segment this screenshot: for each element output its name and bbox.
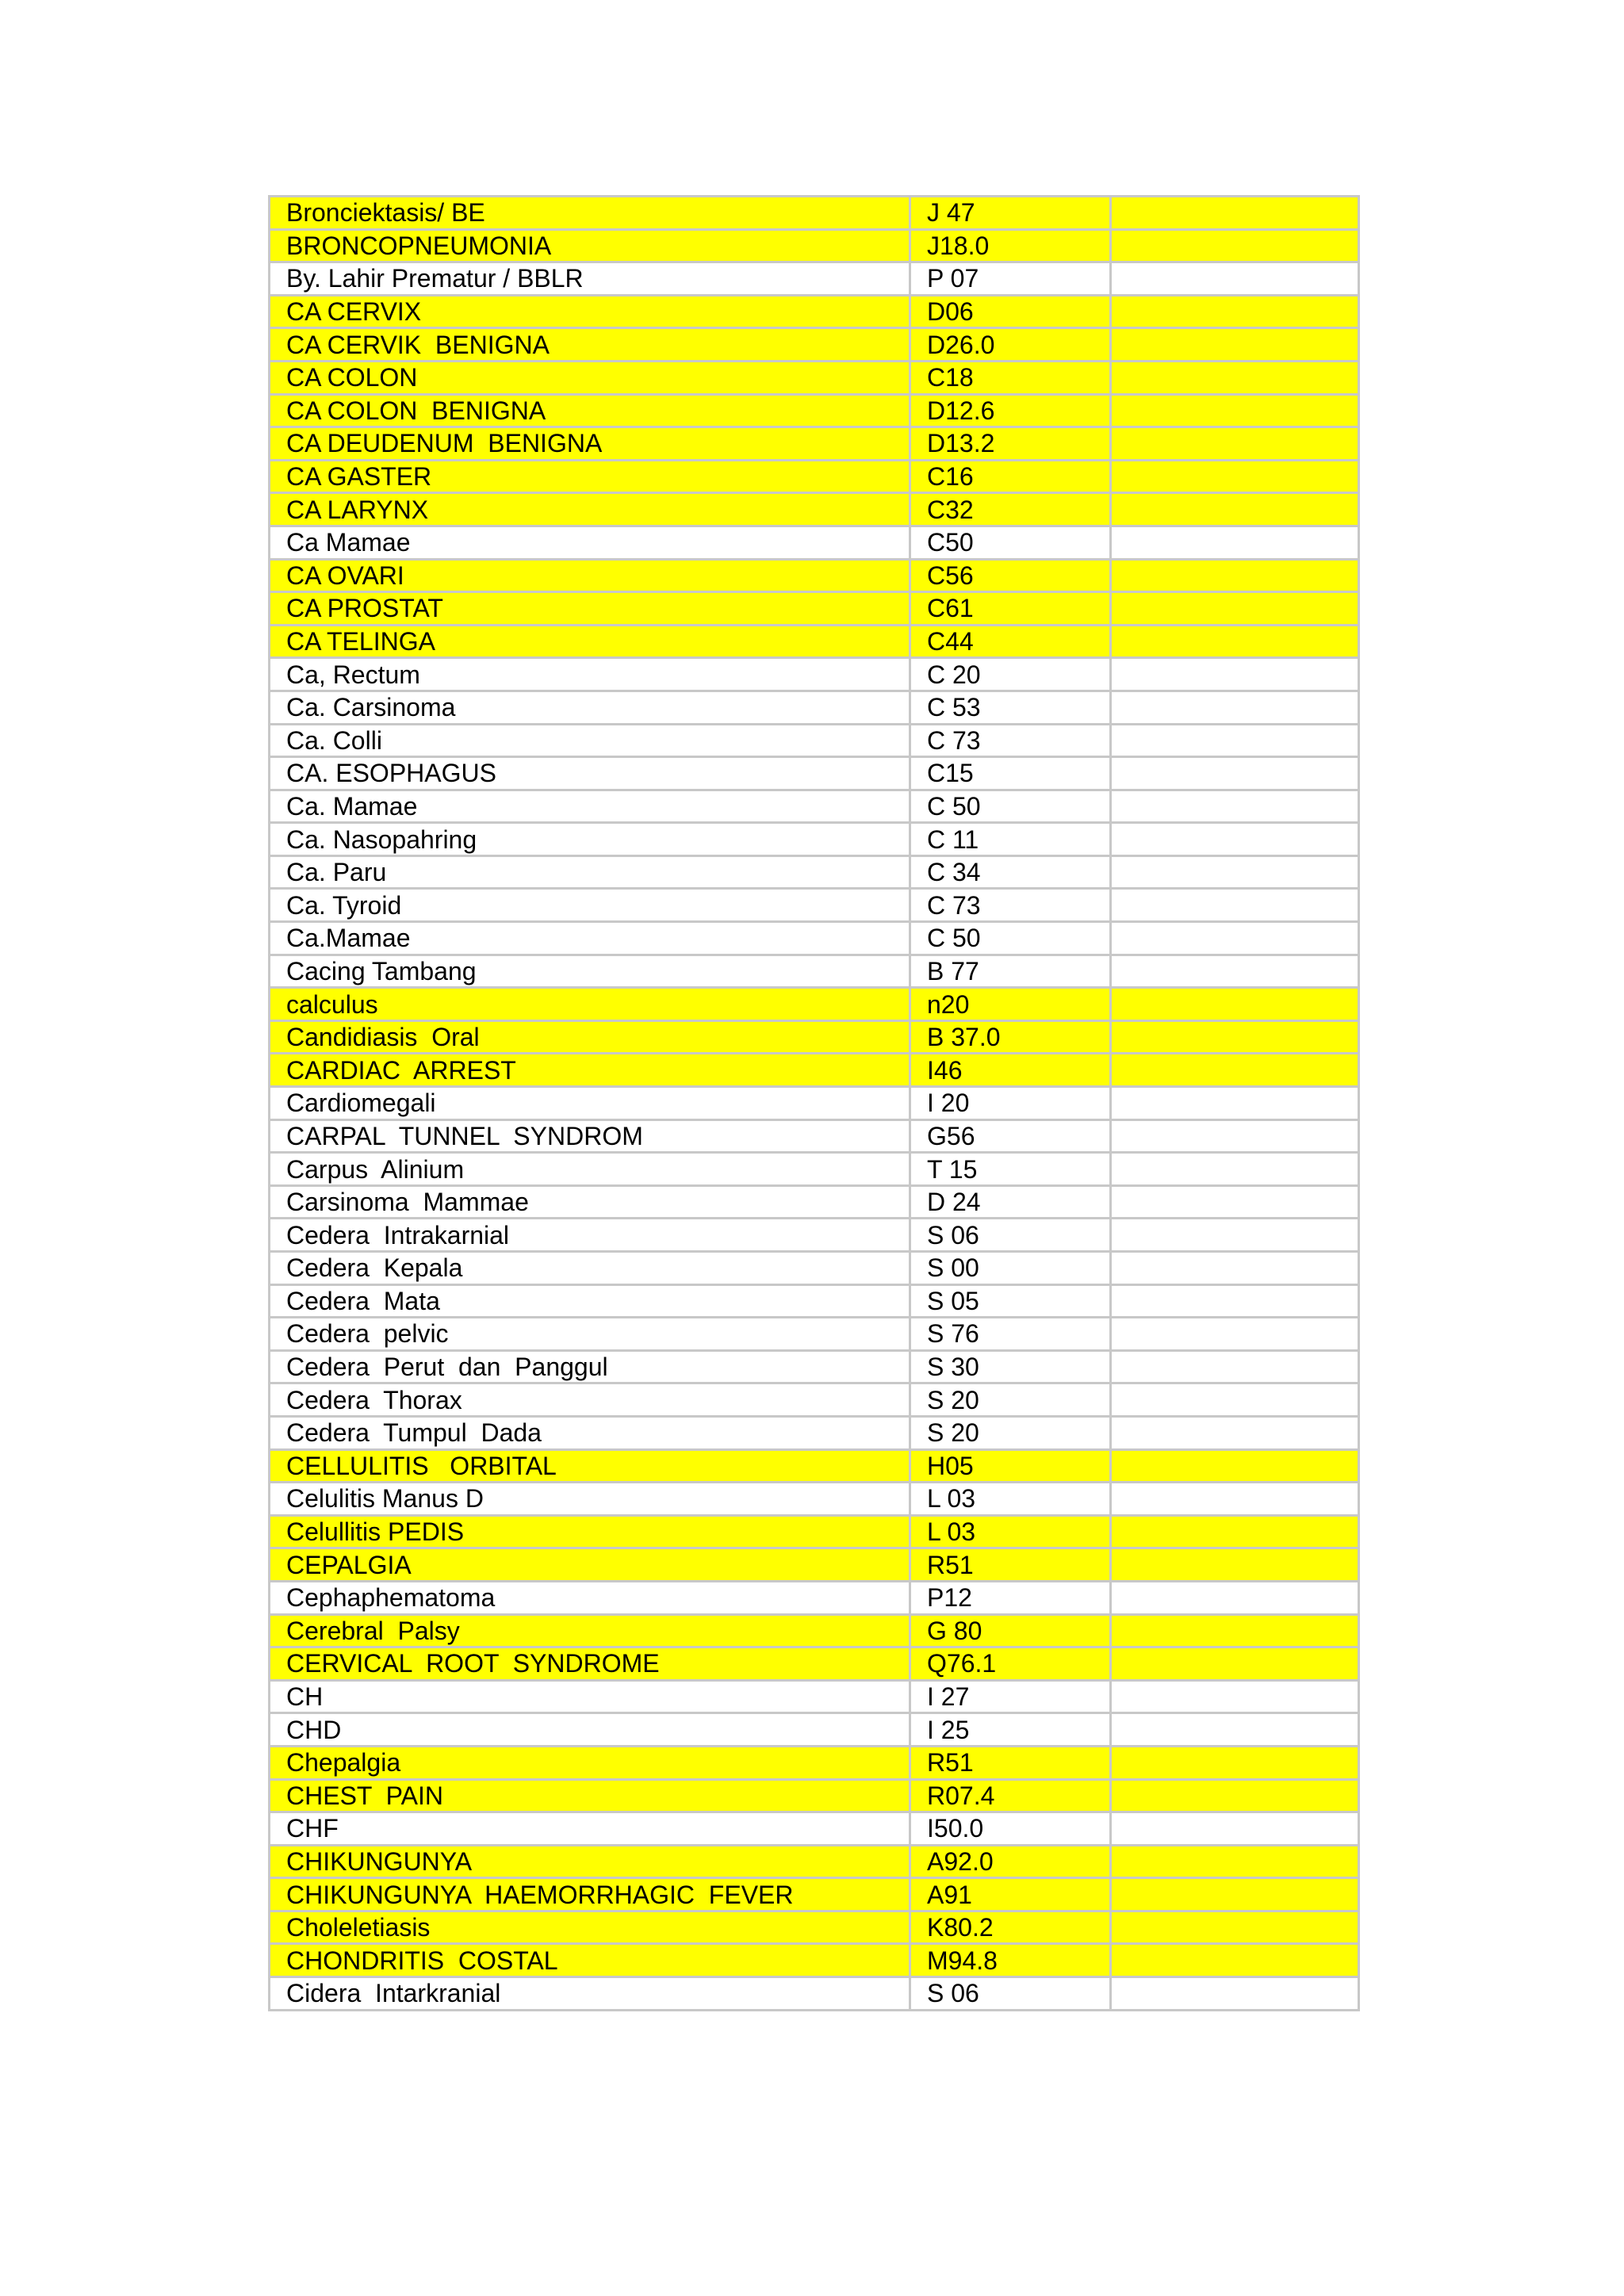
empty-cell <box>1111 1878 1359 1911</box>
table-row <box>270 427 1359 461</box>
icd-code-cell: C50 <box>910 526 1111 559</box>
empty-cell <box>1111 889 1359 922</box>
diagnosis-name-cell: CA DEUDENUM BENIGNA <box>270 427 910 461</box>
icd-code-cell: T 15 <box>910 1153 1111 1186</box>
empty-cell <box>1111 526 1359 559</box>
table-row <box>270 1812 1359 1846</box>
diagnosis-name-cell: Cacing Tambang <box>270 955 910 988</box>
diagnosis-name-cell: Ca Mamae <box>270 526 910 559</box>
empty-cell <box>1111 823 1359 856</box>
table-row <box>270 1779 1359 1812</box>
table-row <box>270 658 1359 691</box>
table-row <box>270 823 1359 856</box>
diagnosis-name-cell: CHD <box>270 1713 910 1747</box>
empty-cell <box>1111 1483 1359 1516</box>
diagnosis-name-cell: Ca. Nasopahring <box>270 823 910 856</box>
empty-cell <box>1111 1350 1359 1383</box>
empty-cell <box>1111 361 1359 394</box>
table-row <box>270 1252 1359 1285</box>
empty-cell <box>1111 1449 1359 1483</box>
table-row <box>270 1416 1359 1449</box>
diagnosis-name-cell: CERVICAL ROOT SYNDROME <box>270 1647 910 1681</box>
diagnosis-name-cell: Ca.Mamae <box>270 922 910 955</box>
empty-cell <box>1111 1977 1359 2011</box>
icd-code-cell: K80.2 <box>910 1911 1111 1944</box>
icd-code-cell: C 34 <box>910 855 1111 889</box>
empty-cell <box>1111 955 1359 988</box>
icd-code-cell: C32 <box>910 493 1111 526</box>
icd-code-cell: I46 <box>910 1054 1111 1087</box>
empty-cell <box>1111 1746 1359 1779</box>
empty-cell <box>1111 691 1359 724</box>
icd-code-cell: C 20 <box>910 658 1111 691</box>
diagnosis-name-cell: Cedera Tumpul Dada <box>270 1416 910 1449</box>
table-row <box>270 1746 1359 1779</box>
diagnosis-name-cell: CA COLON <box>270 361 910 394</box>
diagnosis-name-cell: Cedera Thorax <box>270 1383 910 1417</box>
table-row <box>270 790 1359 823</box>
icd-code-cell: C 73 <box>910 724 1111 757</box>
diagnosis-name-cell: Cedera Kepala <box>270 1252 910 1285</box>
table-row <box>270 1614 1359 1647</box>
empty-cell <box>1111 1845 1359 1878</box>
table-row <box>270 757 1359 790</box>
table-row <box>270 1713 1359 1747</box>
empty-cell <box>1111 922 1359 955</box>
empty-cell <box>1111 559 1359 592</box>
table-row <box>270 724 1359 757</box>
icd-table <box>268 195 1360 2011</box>
icd-code-cell: R07.4 <box>910 1779 1111 1812</box>
diagnosis-name-cell: CARDIAC ARREST <box>270 1054 910 1087</box>
icd-code-cell: B 77 <box>910 955 1111 988</box>
table-row <box>270 1515 1359 1548</box>
table-row <box>270 1944 1359 1977</box>
icd-code-cell: S 06 <box>910 1219 1111 1252</box>
empty-cell <box>1111 1020 1359 1054</box>
empty-cell <box>1111 1284 1359 1318</box>
icd-code-cell: A92.0 <box>910 1845 1111 1878</box>
icd-code-cell: A91 <box>910 1878 1111 1911</box>
icd-code-cell: D06 <box>910 295 1111 328</box>
diagnosis-name-cell: CA CERVIX <box>270 295 910 328</box>
empty-cell <box>1111 1779 1359 1812</box>
empty-cell <box>1111 1647 1359 1681</box>
diagnosis-name-cell: Carpus Alinium <box>270 1153 910 1186</box>
table-row <box>270 1548 1359 1582</box>
icd-code-cell: S 20 <box>910 1383 1111 1417</box>
icd-code-cell: C 11 <box>910 823 1111 856</box>
table-row <box>270 625 1359 658</box>
table-row <box>270 262 1359 296</box>
table-row <box>270 1911 1359 1944</box>
diagnosis-name-cell: Cedera pelvic <box>270 1318 910 1351</box>
icd-code-cell: D12.6 <box>910 394 1111 427</box>
table-row <box>270 1153 1359 1186</box>
icd-code-cell: n20 <box>910 988 1111 1021</box>
empty-cell <box>1111 493 1359 526</box>
icd-code-cell: M94.8 <box>910 1944 1111 1977</box>
icd-code-cell: C18 <box>910 361 1111 394</box>
empty-cell <box>1111 1252 1359 1285</box>
diagnosis-name-cell: Celullitis PEDIS <box>270 1515 910 1548</box>
diagnosis-name-cell: Ca. Carsinoma <box>270 691 910 724</box>
icd-code-cell: J 47 <box>910 197 1111 230</box>
diagnosis-name-cell: BRONCOPNEUMONIA <box>270 229 910 262</box>
table-row <box>270 1383 1359 1417</box>
table-body <box>270 197 1359 2011</box>
empty-cell <box>1111 592 1359 626</box>
empty-cell <box>1111 262 1359 296</box>
table-row <box>270 394 1359 427</box>
table-row <box>270 1647 1359 1681</box>
diagnosis-name-cell: CA CERVIK BENIGNA <box>270 328 910 362</box>
table-row <box>270 691 1359 724</box>
icd-code-cell: G 80 <box>910 1614 1111 1647</box>
table-row <box>270 559 1359 592</box>
diagnosis-name-cell: CHONDRITIS COSTAL <box>270 1944 910 1977</box>
icd-code-cell: L 03 <box>910 1483 1111 1516</box>
diagnosis-name-cell: Chepalgia <box>270 1746 910 1779</box>
empty-cell <box>1111 197 1359 230</box>
diagnosis-name-cell: Ca. Tyroid <box>270 889 910 922</box>
table-row <box>270 1845 1359 1878</box>
empty-cell <box>1111 1548 1359 1582</box>
table-row <box>270 889 1359 922</box>
empty-cell <box>1111 1680 1359 1713</box>
icd-code-cell: C 53 <box>910 691 1111 724</box>
table-row <box>270 1977 1359 2011</box>
empty-cell <box>1111 724 1359 757</box>
diagnosis-name-cell: Ca. Colli <box>270 724 910 757</box>
empty-cell <box>1111 790 1359 823</box>
icd-code-cell: P 07 <box>910 262 1111 296</box>
table-row <box>270 1054 1359 1087</box>
table-row <box>270 493 1359 526</box>
empty-cell <box>1111 1581 1359 1614</box>
empty-cell <box>1111 1054 1359 1087</box>
empty-cell <box>1111 1911 1359 1944</box>
empty-cell <box>1111 1185 1359 1219</box>
table-row <box>270 1185 1359 1219</box>
icd-code-cell: C 50 <box>910 922 1111 955</box>
diagnosis-name-cell: CA COLON BENIGNA <box>270 394 910 427</box>
table-row <box>270 1878 1359 1911</box>
diagnosis-name-cell: CA LARYNX <box>270 493 910 526</box>
table-row <box>270 1119 1359 1153</box>
empty-cell <box>1111 1219 1359 1252</box>
empty-cell <box>1111 625 1359 658</box>
diagnosis-name-cell: Candidiasis Oral <box>270 1020 910 1054</box>
empty-cell <box>1111 1416 1359 1449</box>
diagnosis-name-cell: CA OVARI <box>270 559 910 592</box>
diagnosis-name-cell: Celulitis Manus D <box>270 1483 910 1516</box>
empty-cell <box>1111 855 1359 889</box>
icd-code-cell: D13.2 <box>910 427 1111 461</box>
table-row <box>270 361 1359 394</box>
table-row <box>270 1020 1359 1054</box>
diagnosis-name-cell: Ca. Mamae <box>270 790 910 823</box>
diagnosis-name-cell: calculus <box>270 988 910 1021</box>
icd-code-cell: C15 <box>910 757 1111 790</box>
icd-code-cell: C 50 <box>910 790 1111 823</box>
diagnosis-name-cell: CHIKUNGUNYA <box>270 1845 910 1878</box>
icd-code-cell: C61 <box>910 592 1111 626</box>
diagnosis-code-table <box>268 195 1358 2011</box>
icd-code-cell: R51 <box>910 1746 1111 1779</box>
empty-cell <box>1111 460 1359 493</box>
table-row <box>270 460 1359 493</box>
table-row <box>270 1449 1359 1483</box>
icd-code-cell: D 24 <box>910 1185 1111 1219</box>
diagnosis-name-cell: CHEST PAIN <box>270 1779 910 1812</box>
diagnosis-name-cell: By. Lahir Prematur / BBLR <box>270 262 910 296</box>
diagnosis-name-cell: Cephaphematoma <box>270 1581 910 1614</box>
empty-cell <box>1111 988 1359 1021</box>
table-row <box>270 1318 1359 1351</box>
icd-code-cell: J18.0 <box>910 229 1111 262</box>
icd-code-cell: B 37.0 <box>910 1020 1111 1054</box>
table-row <box>270 526 1359 559</box>
table-row <box>270 1219 1359 1252</box>
empty-cell <box>1111 1515 1359 1548</box>
diagnosis-name-cell: Choleletiasis <box>270 1911 910 1944</box>
icd-code-cell: S 06 <box>910 1977 1111 2011</box>
icd-code-cell: S 76 <box>910 1318 1111 1351</box>
icd-code-cell: C 73 <box>910 889 1111 922</box>
empty-cell <box>1111 757 1359 790</box>
diagnosis-name-cell: Cidera Intarkranial <box>270 1977 910 2011</box>
table-row <box>270 855 1359 889</box>
empty-cell <box>1111 1383 1359 1417</box>
empty-cell <box>1111 1119 1359 1153</box>
empty-cell <box>1111 658 1359 691</box>
icd-code-cell: L 03 <box>910 1515 1111 1548</box>
icd-code-cell: I 25 <box>910 1713 1111 1747</box>
diagnosis-name-cell: Cedera Intrakarnial <box>270 1219 910 1252</box>
diagnosis-name-cell: CARPAL TUNNEL SYNDROM <box>270 1119 910 1153</box>
empty-cell <box>1111 394 1359 427</box>
diagnosis-name-cell: CHF <box>270 1812 910 1846</box>
empty-cell <box>1111 328 1359 362</box>
icd-code-cell: S 30 <box>910 1350 1111 1383</box>
table-row <box>270 1284 1359 1318</box>
diagnosis-name-cell: Ca. Paru <box>270 855 910 889</box>
table-row <box>270 1087 1359 1120</box>
diagnosis-name-cell: Cedera Perut dan Panggul <box>270 1350 910 1383</box>
table-row <box>270 1350 1359 1383</box>
diagnosis-name-cell: CHIKUNGUNYA HAEMORRHAGIC FEVER <box>270 1878 910 1911</box>
empty-cell <box>1111 1614 1359 1647</box>
diagnosis-name-cell: CA PROSTAT <box>270 592 910 626</box>
empty-cell <box>1111 1713 1359 1747</box>
table-row <box>270 988 1359 1021</box>
table-row <box>270 592 1359 626</box>
diagnosis-name-cell: Cardiomegali <box>270 1087 910 1120</box>
icd-code-cell: D26.0 <box>910 328 1111 362</box>
icd-code-cell: S 05 <box>910 1284 1111 1318</box>
diagnosis-name-cell: Bronciektasis/ BE <box>270 197 910 230</box>
diagnosis-name-cell: CA TELINGA <box>270 625 910 658</box>
icd-code-cell: P12 <box>910 1581 1111 1614</box>
icd-code-cell: C44 <box>910 625 1111 658</box>
empty-cell <box>1111 1153 1359 1186</box>
icd-code-cell: S 00 <box>910 1252 1111 1285</box>
empty-cell <box>1111 1944 1359 1977</box>
diagnosis-name-cell: Cedera Mata <box>270 1284 910 1318</box>
icd-code-cell: I 20 <box>910 1087 1111 1120</box>
table-row <box>270 229 1359 262</box>
table-row <box>270 922 1359 955</box>
diagnosis-name-cell: CELLULITIS ORBITAL <box>270 1449 910 1483</box>
icd-code-cell: I50.0 <box>910 1812 1111 1846</box>
icd-code-cell: S 20 <box>910 1416 1111 1449</box>
icd-code-cell: H05 <box>910 1449 1111 1483</box>
diagnosis-name-cell: Cerebral Palsy <box>270 1614 910 1647</box>
diagnosis-name-cell: CEPALGIA <box>270 1548 910 1582</box>
table-row <box>270 197 1359 230</box>
table-row <box>270 295 1359 328</box>
empty-cell <box>1111 295 1359 328</box>
table-row <box>270 1483 1359 1516</box>
empty-cell <box>1111 1812 1359 1846</box>
diagnosis-name-cell: Ca, Rectum <box>270 658 910 691</box>
table-row <box>270 1581 1359 1614</box>
empty-cell <box>1111 229 1359 262</box>
diagnosis-name-cell: CH <box>270 1680 910 1713</box>
diagnosis-name-cell: Carsinoma Mammae <box>270 1185 910 1219</box>
empty-cell <box>1111 427 1359 461</box>
icd-code-cell: C16 <box>910 460 1111 493</box>
icd-code-cell: I 27 <box>910 1680 1111 1713</box>
icd-code-cell: Q76.1 <box>910 1647 1111 1681</box>
icd-code-cell: R51 <box>910 1548 1111 1582</box>
table-row <box>270 1680 1359 1713</box>
empty-cell <box>1111 1087 1359 1120</box>
table-row <box>270 955 1359 988</box>
icd-code-cell: G56 <box>910 1119 1111 1153</box>
empty-cell <box>1111 1318 1359 1351</box>
diagnosis-name-cell: CA GASTER <box>270 460 910 493</box>
table-row <box>270 328 1359 362</box>
diagnosis-name-cell: CA. ESOPHAGUS <box>270 757 910 790</box>
icd-code-cell: C56 <box>910 559 1111 592</box>
